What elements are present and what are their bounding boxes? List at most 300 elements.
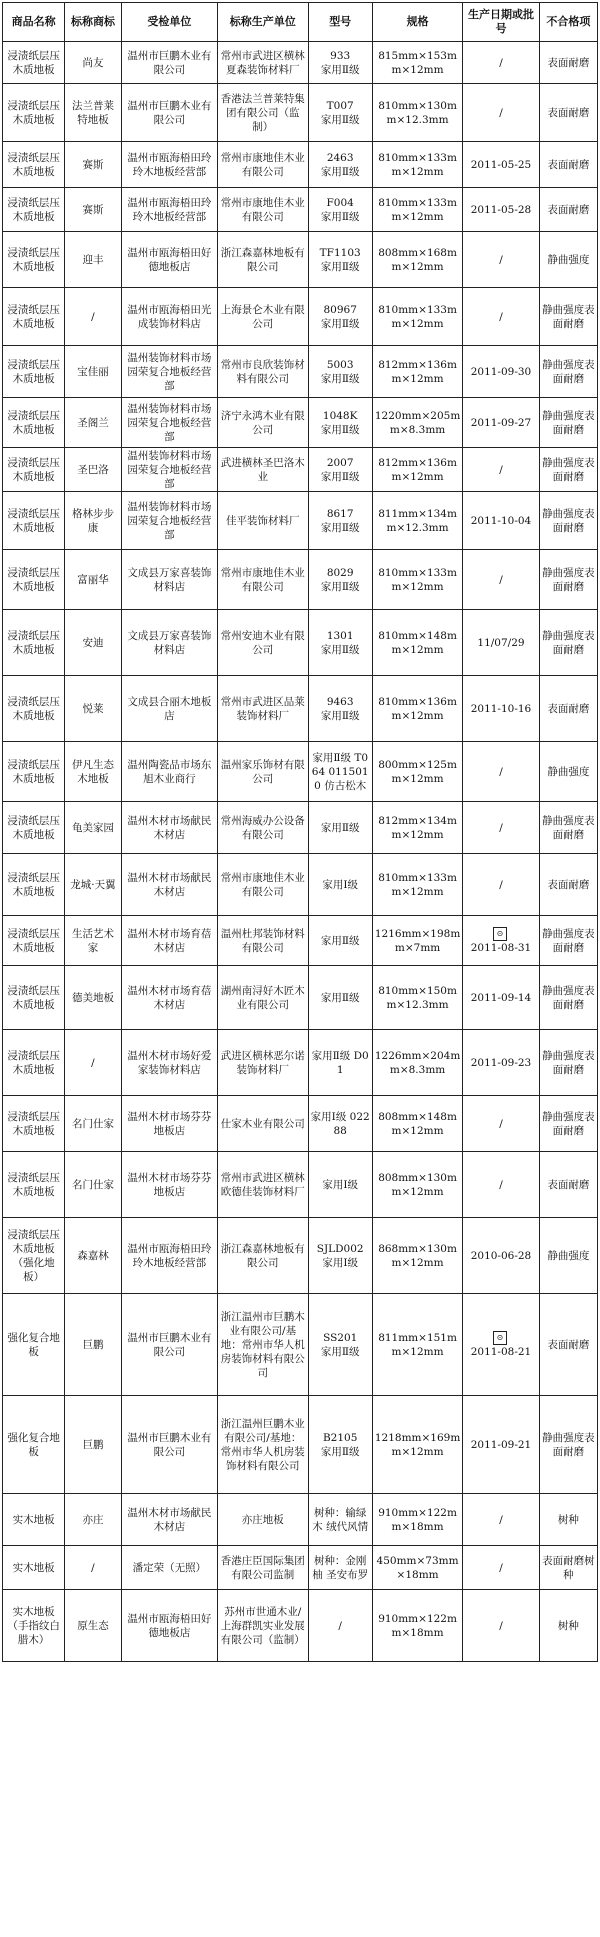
table-row: [3, 1030, 598, 1096]
cell-brand-text: 安迪: [82, 636, 104, 649]
cell-model-text: 家用Ⅰ级: [322, 878, 359, 891]
cell-inspected-unit-text: 温州市瓯海梧田光成装饰材料店: [127, 303, 212, 330]
cell-failed-item-text: 静曲强度: [547, 1249, 590, 1262]
cell-production-date: [463, 188, 539, 232]
cell-manufacturer-text: 常州海威办公设备有限公司: [220, 814, 305, 841]
cell-product-name-text: 浸渍纸层压木质地板: [7, 99, 60, 126]
cell-production-date-text: 2010-06-28: [470, 1249, 532, 1262]
cell-failed-item: [539, 84, 597, 142]
cell-spec: [372, 1218, 462, 1294]
cell-inspected-unit-text: 温州装饰材料市场园荣复合地板经营部: [127, 402, 212, 443]
cell-production-date: [463, 448, 539, 492]
cell-product-name-text: 强化复合地板: [7, 1431, 60, 1458]
cell-inspected-unit: [121, 854, 217, 916]
cell-spec-text: 811mm×134mm×12.3mm: [378, 507, 457, 534]
cell-manufacturer-text: 浙江森嘉林地板有限公司: [220, 1242, 305, 1269]
cell-product-name: [3, 1590, 65, 1662]
cell-manufacturer: [218, 676, 308, 742]
cell-brand-text: 森嘉林: [77, 1249, 109, 1262]
cell-inspected-unit: [121, 288, 217, 346]
cell-spec-text: 811mm×151mm×12mm: [378, 1331, 457, 1358]
cell-manufacturer: [218, 142, 308, 188]
cell-production-date-text: 2011-09-30: [470, 365, 532, 378]
cell-failed-item-text: 表面耐磨树种: [542, 1554, 595, 1581]
cell-spec-text: 810mm×133mm×12mm: [378, 196, 457, 223]
cell-brand-text: 巨鹏: [82, 1438, 104, 1451]
cell-manufacturer-text: 常州市良欣装饰材料有限公司: [220, 358, 305, 385]
cell-manufacturer-text: 常州市武进区品莱装饰材料厂: [220, 695, 305, 722]
cell-production-date: [463, 742, 539, 802]
cell-product-name-text: 浸渍纸层压木质地板: [7, 758, 60, 785]
cell-spec: [372, 550, 462, 610]
cell-model: [308, 492, 372, 550]
cell-spec: [372, 1294, 462, 1396]
cell-manufacturer-text: 浙江温州巨鹏木业有限公司/基地：常州市华人机房装饰材料有限公司: [220, 1417, 305, 1472]
cell-manufacturer-text: 浙江森嘉林地板有限公司: [220, 246, 305, 273]
table-row: [3, 550, 598, 610]
cell-production-date: [463, 802, 539, 854]
cell-failed-item-text: 静曲强度表面耐磨: [542, 814, 595, 841]
cell-brand-text: 名门仕家: [71, 1117, 114, 1130]
cell-product-name-text: 浸渍纸层压木质地板: [7, 507, 60, 534]
cell-spec-text: 910mm×122mm×18mm: [378, 1506, 457, 1533]
cell-manufacturer-text: 苏州市世通木业/上海群凯实业发展有限公司（监制）: [220, 1605, 305, 1646]
table-row: [3, 676, 598, 742]
cell-failed-item: [539, 346, 597, 398]
cell-spec-text: 812mm×136mm×12mm: [378, 456, 457, 483]
cell-spec: [372, 84, 462, 142]
cell-production-date: [463, 42, 539, 84]
cell-production-date: [463, 1590, 539, 1662]
certification-mark-icon: ⊙: [493, 927, 507, 941]
cell-failed-item: [539, 610, 597, 676]
cell-production-date: [463, 1096, 539, 1152]
cell-model: [308, 188, 372, 232]
table-row: [3, 42, 598, 84]
table-row: [3, 142, 598, 188]
cell-spec: [372, 42, 462, 84]
cell-production-date-text: /: [499, 1513, 503, 1526]
cell-manufacturer: [218, 1030, 308, 1096]
cell-failed-item: [539, 1152, 597, 1218]
cell-production-date: [463, 84, 539, 142]
cell-model-text: 5003 家用Ⅱ级: [320, 358, 360, 385]
cell-manufacturer: [218, 854, 308, 916]
cell-production-date-text: /: [499, 1117, 503, 1130]
cell-model: [308, 84, 372, 142]
cell-failed-item-text: 树种: [557, 1513, 579, 1526]
cell-production-date: [463, 346, 539, 398]
cell-model: [308, 1152, 372, 1218]
cell-spec-text: 808mm×148mm×12mm: [378, 1110, 457, 1137]
cell-manufacturer-text: 武进横林圣巴洛木业: [220, 456, 305, 483]
cell-spec-text: 808mm×130mm×12mm: [378, 1171, 457, 1198]
cell-manufacturer-text: 温州杜邦装饰材料有限公司: [220, 927, 305, 954]
cell-spec: [372, 1152, 462, 1218]
cell-model: [308, 232, 372, 288]
cell-product-name: [3, 188, 65, 232]
cell-brand-text: /: [91, 310, 95, 323]
cell-product-name: [3, 84, 65, 142]
cell-failed-item-text: 静曲强度表面耐磨: [542, 927, 595, 954]
cell-brand: [65, 398, 121, 448]
cell-manufacturer: [218, 1494, 308, 1546]
cell-production-date-text: 2011-08-31: [470, 942, 532, 954]
cell-model: [308, 1396, 372, 1494]
cell-product-name-text: 浸渍纸层压木质地板: [7, 303, 60, 330]
cell-spec-text: 808mm×168mm×12mm: [378, 246, 457, 273]
header-spec: 规格: [372, 3, 462, 42]
cell-inspected-unit: [121, 550, 217, 610]
cell-model: [308, 288, 372, 346]
cell-spec-text: 1218mm×169mm×12mm: [374, 1431, 461, 1458]
cell-brand: [65, 232, 121, 288]
table-row: [3, 1218, 598, 1294]
cell-model: [308, 398, 372, 448]
cell-brand: [65, 288, 121, 346]
cell-brand-text: 龙城·天翼: [70, 878, 116, 891]
cell-production-date: [463, 1030, 539, 1096]
cell-failed-item-text: 静曲强度表面耐磨: [542, 984, 595, 1011]
cell-brand-text: 圣巴洛: [77, 463, 109, 476]
cell-product-name-text: 浸渍纸层压木质地板: [7, 151, 60, 178]
cell-failed-item-text: 静曲强度表面耐磨: [542, 303, 595, 330]
cell-inspected-unit: [121, 1030, 217, 1096]
header-brand: 标称商标: [65, 3, 121, 42]
cell-model-text: /: [338, 1619, 342, 1632]
cell-failed-item: [539, 1030, 597, 1096]
cell-failed-item: [539, 1218, 597, 1294]
cell-inspected-unit-text: 温州木材市场芬芬地板店: [127, 1171, 212, 1198]
cell-spec: [372, 1396, 462, 1494]
cell-failed-item: [539, 966, 597, 1030]
cell-production-date: [463, 916, 539, 966]
cell-failed-item-text: 静曲强度表面耐磨: [542, 409, 595, 436]
cell-production-date: [463, 550, 539, 610]
cell-model: [308, 1546, 372, 1590]
cell-inspected-unit: [121, 448, 217, 492]
cell-model-text: 家用Ⅱ级: [320, 934, 360, 947]
cell-inspected-unit-text: 温州木材市场献民木材店: [127, 871, 212, 898]
cell-model-text: 家用Ⅱ级 D01: [311, 1049, 369, 1076]
cell-product-name-text: 浸渍纸层压木质地板: [7, 196, 60, 223]
cell-model-text: 8617 家用Ⅱ级: [320, 507, 360, 534]
cell-inspected-unit-text: 温州市瓯海梧田玲玲木地板经营部: [127, 196, 212, 223]
cell-manufacturer-text: 香港法兰普莱特集团有限公司（监制）: [220, 92, 305, 133]
cell-model: [308, 1294, 372, 1396]
cell-product-name: [3, 610, 65, 676]
cell-product-name-text: 浸渍纸层压木质地板: [7, 629, 60, 656]
cell-brand: [65, 1152, 121, 1218]
cell-brand: [65, 448, 121, 492]
cell-inspected-unit-text: 温州木材市场芬芬地板店: [127, 1110, 212, 1137]
cell-production-date: [463, 1218, 539, 1294]
cell-failed-item: [539, 188, 597, 232]
cell-brand-text: /: [91, 1561, 95, 1574]
cell-failed-item-text: 静曲强度表面耐磨: [542, 456, 595, 483]
cell-product-name: [3, 854, 65, 916]
cell-spec-text: 868mm×130mm×12mm: [378, 1242, 457, 1269]
certification-mark-icon: ⊙: [493, 1331, 507, 1345]
table-row: [3, 802, 598, 854]
cell-inspected-unit: [121, 84, 217, 142]
cell-model: [308, 676, 372, 742]
cell-spec-text: 810mm×150mm×12.3mm: [378, 984, 457, 1011]
cell-product-name: [3, 42, 65, 84]
cell-production-date-text: 2011-09-27: [470, 416, 532, 429]
cell-inspected-unit: [121, 188, 217, 232]
cell-inspected-unit-text: 温州木材市场育蓓木材店: [127, 984, 212, 1011]
cell-brand: [65, 1494, 121, 1546]
cell-product-name: [3, 1546, 65, 1590]
table-row: [3, 492, 598, 550]
cell-product-name: [3, 676, 65, 742]
cell-model-text: 9463 家用Ⅱ级: [320, 695, 360, 722]
cell-production-date-text: /: [499, 463, 503, 476]
cell-production-date-text: /: [499, 106, 503, 119]
cell-product-name: [3, 1218, 65, 1294]
cell-inspected-unit-text: 温州木材市场献民木材店: [127, 814, 212, 841]
cell-manufacturer: [218, 398, 308, 448]
cell-spec-text: 1226mm×204mm×8.3mm: [374, 1049, 461, 1076]
cell-manufacturer: [218, 610, 308, 676]
cell-product-name: [3, 1152, 65, 1218]
cell-manufacturer-text: 常州市康地佳木业有限公司: [220, 871, 305, 898]
cell-model-text: 家用Ⅰ级 02288: [310, 1110, 370, 1137]
cell-inspected-unit: [121, 1396, 217, 1494]
cell-manufacturer: [218, 1152, 308, 1218]
cell-product-name: [3, 398, 65, 448]
cell-brand-text: 巨鹏: [82, 1338, 104, 1351]
cell-model-text: 8029 家用Ⅱ级: [320, 566, 360, 593]
cell-product-name-text: 浸渍纸层压木质地板（强化地板）: [7, 1228, 60, 1283]
cell-model: [308, 142, 372, 188]
cell-brand: [65, 676, 121, 742]
cell-model: [308, 610, 372, 676]
table-row: [3, 1294, 598, 1396]
cell-model-text: 家用Ⅱ级 T064 0115010 仿古松木: [311, 751, 369, 792]
cell-failed-item: [539, 492, 597, 550]
cell-model-text: 家用Ⅰ级: [322, 1178, 359, 1191]
cell-failed-item: [539, 854, 597, 916]
cell-model-text: 2463 家用Ⅱ级: [320, 151, 360, 178]
cell-spec: [372, 346, 462, 398]
cell-product-name-text: 浸渍纸层压木质地板: [7, 409, 60, 436]
cell-failed-item: [539, 448, 597, 492]
cell-brand-text: 富丽华: [77, 573, 109, 586]
cell-product-name: [3, 916, 65, 966]
cell-model: [308, 742, 372, 802]
cell-brand: [65, 802, 121, 854]
cell-manufacturer: [218, 550, 308, 610]
cell-failed-item-text: 树种: [557, 1619, 579, 1632]
cell-model: [308, 1030, 372, 1096]
cell-inspected-unit: [121, 1590, 217, 1662]
cell-spec-text: 815mm×153mm×12mm: [378, 49, 457, 76]
cell-brand: [65, 42, 121, 84]
cell-inspected-unit-text: 潘定荣（无照）: [132, 1561, 207, 1574]
cell-product-name-text: 浸渍纸层压木质地板: [7, 49, 60, 76]
cell-failed-item-text: 静曲强度表面耐磨: [542, 1110, 595, 1137]
cell-product-name-text: 浸渍纸层压木质地板: [7, 246, 60, 273]
cell-failed-item-text: 表面耐磨: [547, 1338, 590, 1351]
cell-production-date-text: /: [499, 1178, 503, 1191]
cell-model-text: 2007 家用Ⅱ级: [320, 456, 360, 483]
cell-failed-item-text: 表面耐磨: [547, 106, 590, 119]
cell-failed-item: [539, 1096, 597, 1152]
cell-manufacturer-text: 温州家乐饰材有限公司: [220, 758, 305, 785]
cell-brand-text: 圣阁兰: [77, 416, 109, 429]
cell-manufacturer: [218, 492, 308, 550]
cell-spec: [372, 966, 462, 1030]
cell-inspected-unit-text: 温州木材市场育蓓木材店: [127, 927, 212, 954]
cell-production-date: [463, 1494, 539, 1546]
cell-manufacturer-text: 上海景仑木业有限公司: [220, 303, 305, 330]
cell-model: [308, 1590, 372, 1662]
cell-failed-item-text: 表面耐磨: [547, 878, 590, 891]
cell-failed-item: [539, 1590, 597, 1662]
cell-manufacturer: [218, 916, 308, 966]
cell-production-date: [463, 398, 539, 448]
cell-brand-text: 法兰普莱特地板: [71, 99, 114, 126]
cell-spec-text: 810mm×148mm×12mm: [378, 629, 457, 656]
cell-inspected-unit-text: 温州装饰材料市场园荣复合地板经营部: [127, 351, 212, 392]
cell-brand: [65, 1030, 121, 1096]
cell-brand-text: 名门仕家: [71, 1178, 114, 1191]
table-row: [3, 398, 598, 448]
cell-failed-item: [539, 550, 597, 610]
cell-spec: [372, 232, 462, 288]
cell-product-name-text: 强化复合地板: [7, 1331, 60, 1358]
cell-failed-item-text: 静曲强度表面耐磨: [542, 1049, 595, 1076]
cell-brand: [65, 1294, 121, 1396]
cell-inspected-unit: [121, 802, 217, 854]
cell-spec: [372, 1546, 462, 1590]
header-manufacturer: 标称生产单位: [218, 3, 308, 42]
cell-failed-item: [539, 288, 597, 346]
header-failed-item: 不合格项: [539, 3, 597, 42]
cell-brand-text: 尚友: [82, 56, 104, 69]
cell-model-text: SJLD002 家用Ⅰ级: [316, 1242, 364, 1269]
cell-manufacturer-text: 常州市武进区横林夏森装饰材料厂: [220, 49, 305, 76]
cell-spec-text: 810mm×133mm×12mm: [378, 566, 457, 593]
cell-brand: [65, 916, 121, 966]
cell-production-date: [463, 854, 539, 916]
cell-brand: [65, 1218, 121, 1294]
cell-production-date: [463, 142, 539, 188]
cell-spec-text: 810mm×133mm×12mm: [378, 151, 457, 178]
cell-brand: [65, 854, 121, 916]
cell-inspected-unit-text: 温州市瓯海梧田玲玲木地板经营部: [127, 151, 212, 178]
cell-manufacturer: [218, 232, 308, 288]
cell-spec-text: 810mm×136mm×12mm: [378, 695, 457, 722]
cell-manufacturer: [218, 1546, 308, 1590]
header-model: 型号: [308, 3, 372, 42]
table-row: [3, 232, 598, 288]
cell-manufacturer: [218, 1096, 308, 1152]
cell-brand: [65, 550, 121, 610]
table-body: [3, 42, 598, 1662]
cell-model-text: B2105 家用Ⅱ级: [320, 1431, 360, 1458]
cell-production-date: [463, 1152, 539, 1218]
cell-brand: [65, 346, 121, 398]
cell-production-date-text: 2011-09-23: [470, 1056, 532, 1069]
cell-production-date-text: /: [499, 821, 503, 834]
cell-spec-text: 812mm×134mm×12mm: [378, 814, 457, 841]
cell-inspected-unit: [121, 610, 217, 676]
cell-inspected-unit-text: 文成县万家喜装饰材料店: [127, 629, 212, 656]
cell-product-name: [3, 1494, 65, 1546]
cell-brand: [65, 1590, 121, 1662]
cell-product-name-text: 浸渍纸层压木质地板: [7, 814, 60, 841]
cell-failed-item-text: 静曲强度表面耐磨: [542, 358, 595, 385]
cell-production-date-text: /: [499, 56, 503, 69]
cell-spec-text: 910mm×122mm×18mm: [378, 1612, 457, 1639]
cell-product-name-text: 浸渍纸层压木质地板: [7, 566, 60, 593]
cell-model: [308, 916, 372, 966]
cell-inspected-unit-text: 温州市巨鹏木业有限公司: [127, 1331, 212, 1358]
table-row: [3, 1396, 598, 1494]
cell-model-text: F004 家用Ⅱ级: [320, 196, 360, 223]
cell-model: [308, 854, 372, 916]
cell-product-name-text: 浸渍纸层压木质地板: [7, 1110, 60, 1137]
cell-product-name: [3, 742, 65, 802]
header-product-name: 商品名称: [3, 3, 65, 42]
cell-production-date-text: 2011-10-04: [470, 514, 532, 527]
cell-inspected-unit-text: 文成县万家喜装饰材料店: [127, 566, 212, 593]
cell-production-date-text: 11/07/29: [477, 636, 525, 649]
cell-model-text: 树种：金刚柚 圣安布罗: [312, 1554, 369, 1581]
cell-inspected-unit-text: 温州市巨鹏木业有限公司: [127, 1431, 212, 1458]
cell-brand-text: 赛斯: [82, 158, 104, 171]
cell-brand-text: 龟美家园: [71, 821, 114, 834]
cell-failed-item-text: 表面耐磨: [547, 56, 590, 69]
cell-manufacturer: [218, 288, 308, 346]
cell-production-date-text: 2011-08-21: [470, 1346, 532, 1358]
cell-failed-item-text: 表面耐磨: [547, 1178, 590, 1191]
cell-production-date-text: /: [499, 765, 503, 778]
cell-model-text: 933 家用Ⅱ级: [320, 49, 360, 76]
cell-production-date-text: 2011-10-16: [470, 702, 532, 715]
cell-manufacturer-text: 佳平装饰材料厂: [226, 514, 300, 527]
cell-spec-text: 810mm×133mm×12mm: [378, 303, 457, 330]
cell-production-date: [463, 610, 539, 676]
cell-inspected-unit-text: 温州市巨鹏木业有限公司: [127, 99, 212, 126]
cell-production-date: [463, 1294, 539, 1396]
cell-manufacturer-text: 武进区横林恶尔诺装饰材料厂: [220, 1049, 305, 1076]
cell-inspected-unit-text: 温州市巨鹏木业有限公司: [127, 49, 212, 76]
cell-inspected-unit: [121, 742, 217, 802]
cell-spec: [372, 288, 462, 346]
cell-product-name: [3, 802, 65, 854]
cell-inspected-unit: [121, 1546, 217, 1590]
cell-production-date-text: /: [499, 253, 503, 266]
cell-production-date: [463, 966, 539, 1030]
table-row: [3, 288, 598, 346]
cell-manufacturer: [218, 742, 308, 802]
inspection-results-table: [2, 2, 598, 1662]
cell-failed-item-text: 表面耐磨: [547, 203, 590, 216]
cell-inspected-unit: [121, 1294, 217, 1396]
cell-spec-text: 450mm×73mm×18mm: [376, 1554, 459, 1581]
cell-brand-text: 原生态: [77, 1619, 109, 1632]
cell-failed-item: [539, 802, 597, 854]
cell-spec: [372, 492, 462, 550]
cell-inspected-unit: [121, 966, 217, 1030]
cell-brand: [65, 1546, 121, 1590]
cell-product-name: [3, 492, 65, 550]
table-row: [3, 84, 598, 142]
